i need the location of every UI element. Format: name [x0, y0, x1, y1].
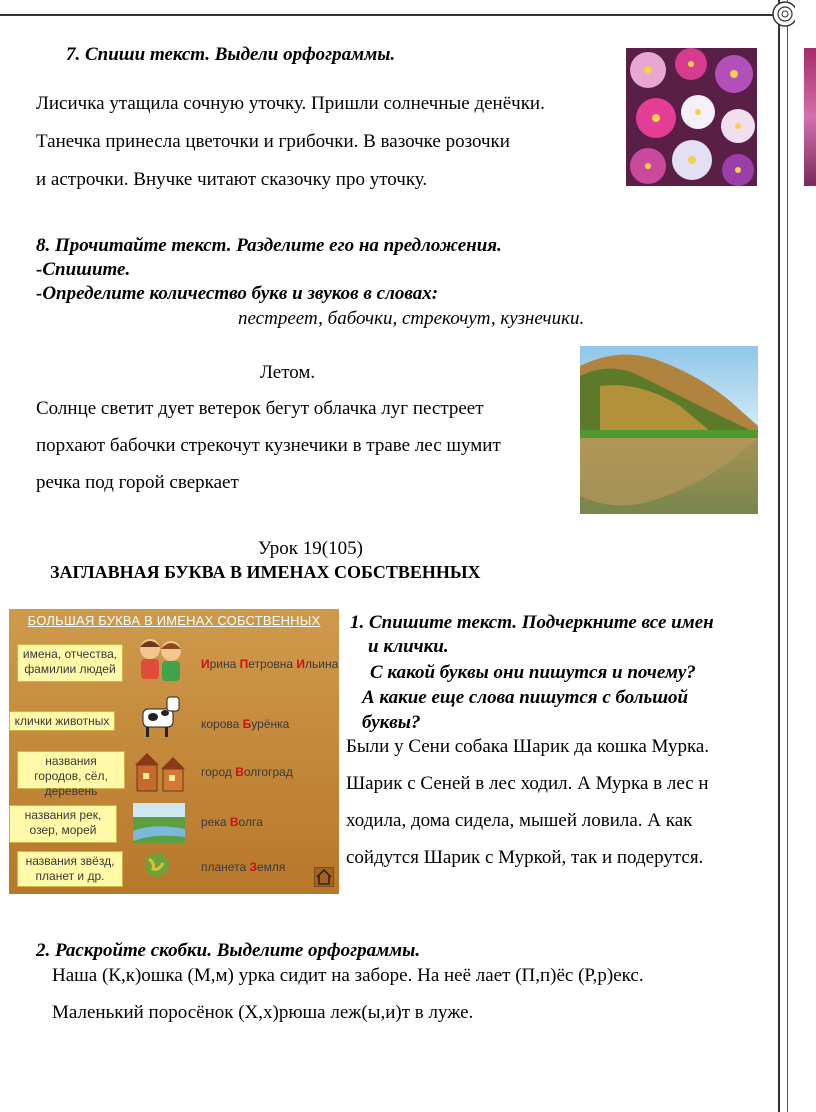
- task8-words: пестреет, бабочки, стрекочут, кузнечики.: [238, 308, 585, 329]
- task2-line-1: Наша (К,к)ошка (М,м) урка сидит на заборе. На неё лает (П,п)ёс (Р,р)екс.: [52, 965, 644, 986]
- panel-label-planets: названия звёзд, планет и др.: [17, 851, 123, 887]
- task1-line-2: Шарик с Сеней в лес ходил. А Мурка в лес н: [346, 773, 709, 794]
- panel-example-planets: планета Земля: [201, 860, 286, 874]
- task7-line-2: Танечка принесла цветочки и грибочки. В вазочке розочки: [36, 131, 510, 152]
- task8-line-1: Солнце светит дует ветерок бегут облачка луг пестреет: [36, 398, 484, 419]
- panel-example-people: Ирина Петровна Ильина: [201, 657, 339, 671]
- frame-top-border: [0, 14, 778, 16]
- town-icon: [133, 747, 187, 795]
- panel-label-people: имена, отчества, фамилии людей: [17, 644, 123, 682]
- task7-line-3: и астрочки. Внучке читают сказочку про уточку.: [36, 169, 428, 190]
- panel-title: БОЛЬШАЯ БУКВА В ИМЕНАХ СОБСТВЕННЫХ: [27, 613, 321, 628]
- task1-heading-1: 1. Спишите текст. Подчеркните все имен: [350, 612, 714, 633]
- river-landscape-photo: [580, 346, 758, 514]
- asters-photo: [626, 48, 757, 186]
- task1-line-4: сойдутся Шарик с Муркой, так и подерутся.: [346, 847, 704, 868]
- task2-line-2: Маленький поросёнок (Х,х)рюша леж(ы,и)т в луже.: [52, 1002, 474, 1023]
- edge-photo-sliver: [804, 48, 816, 186]
- task8-line-3: речка под горой сверкает: [36, 472, 239, 493]
- task7-line-1: Лисичка утащила сочную уточку. Пришли солнечные денёчки.: [36, 93, 545, 114]
- lesson-number: Урок 19(105): [258, 538, 363, 559]
- text-clip-mask: [758, 608, 778, 868]
- task8-heading-2: -Спишите.: [36, 259, 131, 280]
- home-icon[interactable]: [314, 867, 334, 887]
- task8-text-title: Летом.: [260, 362, 316, 383]
- frame-right-border: [778, 0, 780, 1112]
- capital-letter-panel: [9, 609, 339, 894]
- task7-heading: 7. Спиши текст. Выдели орфограммы.: [66, 44, 396, 65]
- frame-corner-ornament-icon: [765, 0, 795, 30]
- river-icon: [133, 803, 185, 843]
- task2-heading: 2. Раскройте скобки. Выделите орфограммы.: [36, 940, 421, 961]
- task1-heading-2: и клички.: [368, 636, 449, 657]
- panel-label-cities: названия городов, сёл, деревень: [17, 751, 125, 789]
- panel-label-animals: клички животных: [9, 711, 115, 731]
- panel-example-animals: корова Бурёнка: [201, 717, 290, 731]
- task1-line-1: Были у Сени собака Шарик да кошка Мурка.: [346, 736, 710, 757]
- cow-icon: [137, 693, 181, 741]
- task8-line-2: порхают бабочки стрекочут кузнечики в траве лес шумит: [36, 435, 501, 456]
- task8-heading-1: 8. Прочитайте текст. Разделите его на предложения.: [36, 235, 502, 256]
- task8-heading-3: -Определите количество букв и звуков в словах:: [36, 283, 439, 304]
- panel-label-rivers: названия рек, озер, морей: [9, 805, 117, 843]
- lesson-title: ЗАГЛАВНАЯ БУКВА В ИМЕНАХ СОБСТВЕННЫХ: [50, 562, 481, 582]
- frame-right-border-inner: [787, 0, 788, 1112]
- panel-example-cities: город Волгоград: [201, 765, 293, 779]
- task1-line-3: ходила, дома сидела, мышей ловила. А как: [346, 810, 693, 831]
- children-icon: [135, 635, 185, 689]
- task1-heading-3: С какой буквы они пишутся и почему?: [370, 662, 696, 683]
- task1-heading-4: А какие еще слова пишутся с большой: [362, 687, 689, 708]
- planet-icon: [143, 851, 171, 879]
- task1-heading-5: буквы?: [362, 712, 421, 733]
- panel-example-rivers: река Волга: [201, 815, 263, 829]
